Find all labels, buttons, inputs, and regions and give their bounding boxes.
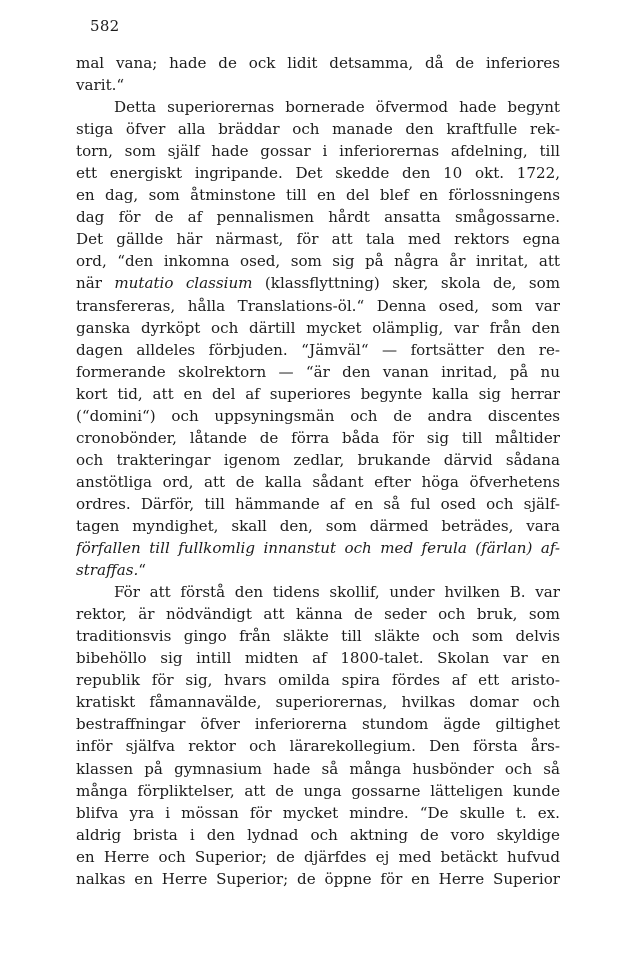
text-segment: en dag, som åtminstone till en del blef en förlossningens — [76, 186, 560, 205]
text-line — [76, 140, 560, 162]
text-segment: och trakteringar igenom zedlar, brukande därvid sådana — [76, 450, 560, 469]
text-line — [76, 868, 560, 890]
text-segment: ett energiskt ingripande. Det skedde den 10 okt. 1722, — [76, 164, 560, 183]
text-segment: cronobönder, låtande de förra båda för sig till måltider — [76, 428, 560, 447]
text-segment: dagen alldeles förbjuden. “Jämväl“ — fortsätter den re- — [76, 340, 560, 359]
text-segment: inför själfva rektor och lärarekollegium. Den första års- — [76, 737, 560, 756]
text-segment: transfereras, hålla Translations-öl.“ Denna osed, som var — [76, 296, 560, 315]
text-line — [76, 802, 560, 824]
text-line — [76, 383, 560, 405]
text-segment: klassen på gymnasium hade så många husbönder och så — [76, 759, 560, 778]
text-line — [76, 780, 560, 802]
text-line — [76, 361, 560, 383]
text-segment: tagen myndighet, skall den, som därmed beträdes, vara — [76, 516, 560, 535]
text-line — [76, 471, 560, 493]
text-segment: Detta superiorernas bornerade öfvermod hade begynt — [114, 98, 560, 117]
text-line — [76, 250, 560, 272]
text-segment: traditionsvis gingo från släkte till släkte och som delvis — [76, 627, 560, 646]
text-line — [76, 691, 560, 713]
text-segment: kratiskt fåmannavälde, superiorernas, hvilkas domar och — [76, 693, 560, 712]
text-line — [76, 625, 560, 647]
text-line — [76, 846, 560, 868]
text-line — [76, 581, 560, 603]
text-line — [76, 52, 560, 74]
text-line — [76, 405, 560, 427]
text-segment: blifva yra i mössan för mycket mindre. “De skulle t. ex. — [76, 803, 560, 822]
text-line — [76, 184, 560, 206]
text-segment: rektor, är nödvändigt att känna de seder och bruk, som — [76, 605, 560, 624]
text-line — [76, 96, 560, 118]
text-segment: “ — [138, 561, 146, 580]
text-segment: när — [76, 274, 115, 293]
text-line — [76, 735, 560, 757]
text-line — [76, 647, 560, 669]
text-segment: mal vana; hade de ock lidit detsamma, då de inferiores — [76, 54, 560, 72]
text-segment: varit.“ — [76, 76, 125, 95]
text-line — [76, 515, 560, 537]
text-line — [76, 559, 560, 581]
text-segment: För att förstå den tidens skollif, under hvilken B. var — [114, 583, 560, 602]
text-segment: kort tid, att en del af superiores begynte kalla sig herrar — [76, 384, 560, 403]
text-line — [76, 228, 560, 250]
text-line — [76, 317, 560, 339]
text-line — [76, 669, 560, 691]
italic-text-segment: mutatio classium — [114, 274, 253, 293]
text-line — [76, 758, 560, 780]
text-line — [76, 427, 560, 449]
text-segment: torn, som själf hade gossar i inferiorernas afdelning, till — [76, 142, 560, 161]
text-segment: ordres. Därför, till hämmande af en så ful osed och själf- — [76, 494, 560, 513]
text-line — [76, 339, 560, 361]
text-segment: republik för sig, hvars omilda spira fördes af ett aristo- — [76, 671, 560, 690]
text-line — [76, 537, 560, 559]
italic-text-segment: förfallen till fullkomlig innanstut och med ferula (färlan) af- — [76, 539, 560, 558]
text-line — [76, 74, 560, 96]
text-line — [76, 272, 560, 294]
text-line — [76, 493, 560, 515]
text-line — [76, 118, 560, 140]
text-segment: formerande skolrektorn — “är den vanan inritad, på nu — [76, 362, 560, 381]
body-text — [76, 52, 560, 890]
text-segment: (klassflyttning) sker, skola de, som — [252, 274, 560, 293]
text-segment: anstötliga ord, att de kalla sådant efter höga öfverhetens — [76, 472, 560, 491]
text-line — [76, 206, 560, 228]
text-segment: Det gällde här närmast, för att tala med rektors egna — [76, 230, 560, 249]
text-segment: bibehöllo sig intill midten af 1800-talet. Skolan var en — [76, 649, 560, 668]
text-segment: nalkas en Herre Superior; de öppne för en Herre Superior — [76, 869, 560, 888]
text-segment: aldrig brista i den lydnad och aktning de voro skyldige — [76, 825, 560, 844]
text-line — [76, 824, 560, 846]
text-line — [76, 713, 560, 735]
text-segment: (“domini“) och uppsyningsmän och de andra discentes — [76, 406, 560, 425]
italic-text-segment: straffas. — [76, 561, 139, 580]
text-line — [76, 603, 560, 625]
text-line — [76, 449, 560, 471]
text-segment: en Herre och Superior; de djärfdes ej med betäckt hufvud — [76, 847, 560, 866]
page-number: 582 — [90, 17, 120, 35]
text-segment: dag för de af pennalismen hårdt ansatta smågossarne. — [76, 208, 560, 227]
text-segment: stiga öfver alla bräddar och manade den kraftfulle rek- — [76, 120, 560, 139]
text-segment: ganska dyrköpt och därtill mycket olämplig, var från den — [76, 318, 560, 337]
text-segment: ord, “den inkomna osed, som sig på några år inritat, att — [76, 252, 560, 271]
text-line — [76, 295, 560, 317]
text-line — [76, 162, 560, 184]
text-segment: många förpliktelser, att de unga gossarne lätteligen kunde — [76, 781, 560, 800]
text-segment: bestraffningar öfver inferiorerna stundom ägde giltighet — [76, 715, 560, 734]
